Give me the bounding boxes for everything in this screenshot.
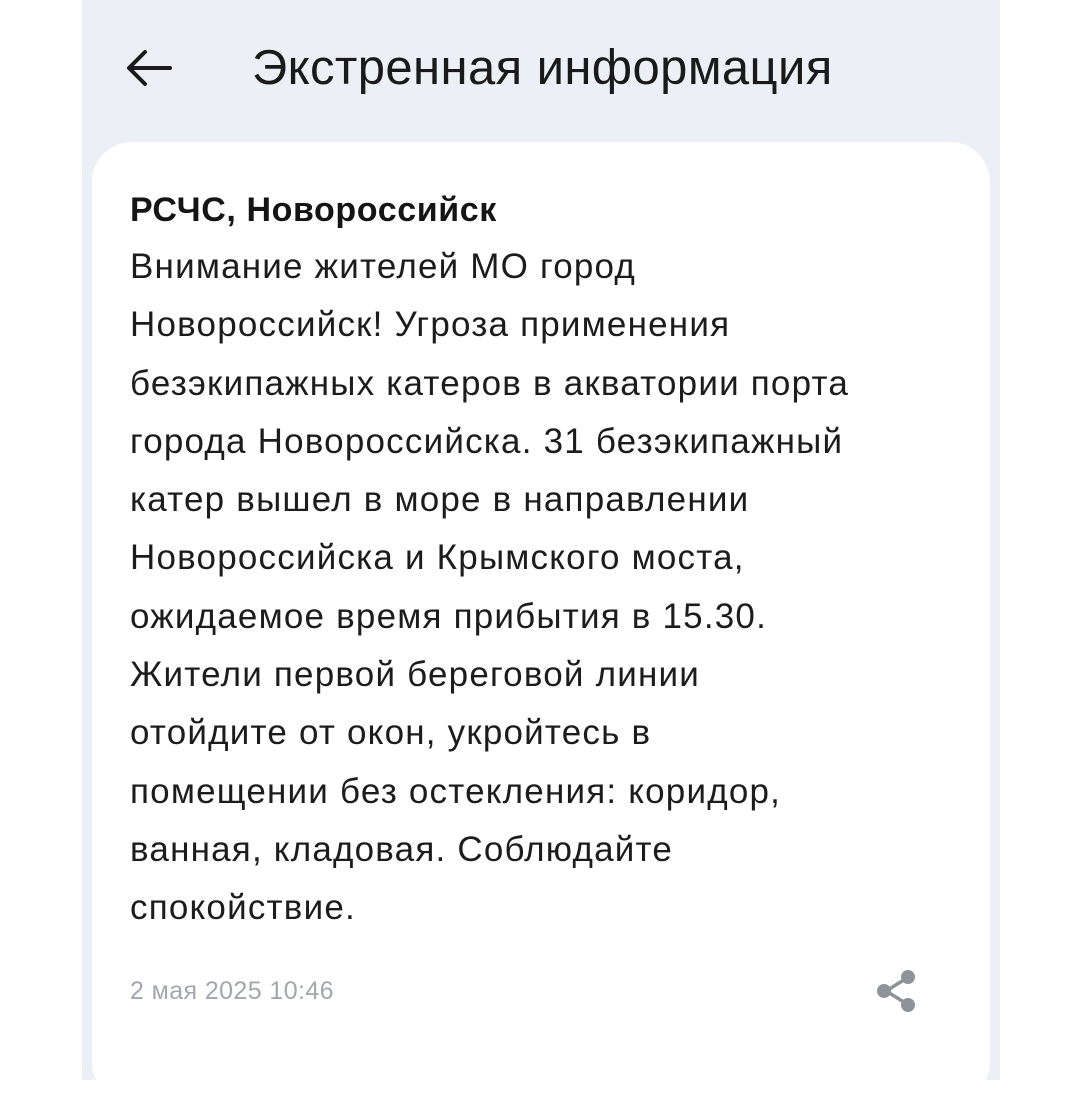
back-button[interactable] xyxy=(120,42,176,94)
arrow-left-icon xyxy=(120,42,176,94)
message-line: Внимание жителей МО город xyxy=(130,247,637,286)
share-button[interactable] xyxy=(870,964,924,1018)
message-line: города Новороссийска. 31 безэкипажный xyxy=(130,421,844,461)
message-line: помещении без остекления: коридор, xyxy=(130,771,782,811)
message-line: ожидаемое время прибытия в 15.30. xyxy=(130,596,768,636)
message-line: Новороссийск! Угроза применения xyxy=(130,305,731,345)
alert-message xyxy=(130,238,970,938)
message-line: ванная, кладовая. Соблюдайте xyxy=(130,829,673,869)
message-line: безэкипажных катеров в акватории порта xyxy=(130,363,849,403)
message-line: Новороссийска и Крымского моста, xyxy=(130,538,745,578)
message-line: Жители первой береговой линии xyxy=(130,655,700,695)
message-line: отойдите от окон, укройтесь в xyxy=(130,713,652,753)
message-line: спокойствие. xyxy=(130,888,356,928)
alert-card xyxy=(92,142,990,1102)
alert-timestamp: 2 мая 2025 10:46 xyxy=(130,977,334,1005)
header xyxy=(82,0,1000,140)
alert-sender: РСЧС, Новороссийск xyxy=(130,191,497,229)
message-line: катер вышел в море в направлении xyxy=(130,480,750,520)
page-title: Экстренная информация xyxy=(252,41,833,95)
share-icon xyxy=(870,964,924,1018)
emergency-info-screen xyxy=(82,0,1000,1080)
